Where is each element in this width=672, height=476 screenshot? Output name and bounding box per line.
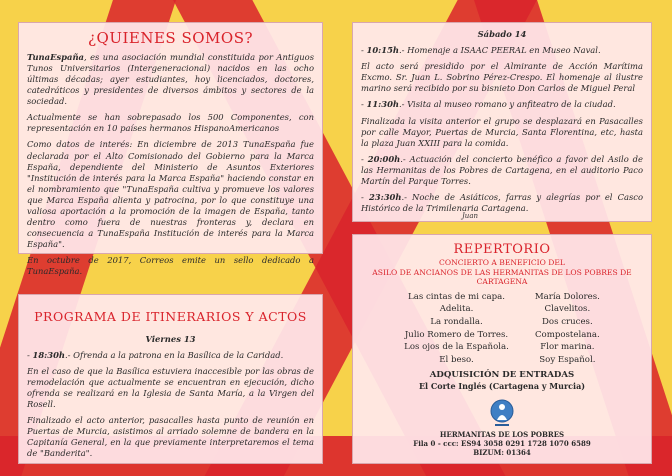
tunaespana-name: TunaEspaña	[27, 51, 84, 62]
signature: Juan	[462, 212, 478, 220]
event-text: .- Noche de Asiáticos, farras y alegrías por el Casco Histórico de la Trimilenaria Cartagena.	[361, 192, 643, 214]
event-item: - 23:30h.- Noche de Asiáticos, farras y alegrías por el Casco Histórico de la Trimilenaria Cartagena.	[361, 192, 643, 214]
concert-subtitle-line-2: ASILO DE ANCIANOS DE LAS HERMANITAS DE LOS POBRES DE CARTAGENA	[372, 267, 632, 287]
repertorio-title: REPERTORIO	[453, 242, 551, 257]
day-heading: Sábado 14	[477, 29, 527, 39]
event-time: 18:30h	[32, 349, 65, 360]
song-item: Adelita.	[439, 304, 474, 315]
event-item: - 10:15h.- Homenaje a ISAAC PEERAL en Museo Naval.	[361, 45, 601, 56]
bank-account: Fila 0 - ccc: ES94 3058 0291 1728 1070 6589	[413, 438, 591, 448]
programa-paragraph-3: Finalizado el acto anterior, pasacalles hasta punto de reunión en Puertas de Murcia, asistimos al arriado solemne de bandera en la Capitanía General, en la que previamente interpretaremos el tema de "Banderita".	[27, 415, 314, 459]
quienes-somos-panel	[18, 22, 323, 277]
event-item: - 11:30h.- Visita al museo romano y anfiteatro de la ciudad.	[361, 99, 616, 110]
quienes-paragraph-4: En octubre de 2017, Correos emite un sello dedicado a TunaEspaña.	[27, 255, 314, 277]
sabado-paragraph-2: Finalizada la visita anterior el grupo se desplazará en Pasacalles por calle Mayor, Puertas de Murcia, Santa Florentina, etc, hasta la plaza Juan XXIII para la comida.	[361, 115, 643, 148]
day-heading: Viernes 13	[145, 333, 196, 344]
song-item: Las cintas de mi capa.	[407, 291, 506, 302]
song-item: Flor marina.	[540, 342, 595, 353]
song-item: Clavelitos.	[544, 304, 591, 315]
event-time: 11:30h	[366, 99, 399, 110]
song-item: Los ojos de la Española.	[404, 342, 509, 353]
tickets-heading: ADQUISICIÓN DE ENTRADAS	[429, 369, 575, 380]
song-item: Soy Español.	[539, 355, 596, 366]
song-item: María Dolores.	[534, 291, 600, 302]
quienes-paragraph-3: Como datos de interés: En diciembre de 2013 TunaEspaña fue declarada por el Alto Comisionado del Gobierno para la Marca España, dependiente del Ministerio de Asuntos Exteriores "Institución de interés para la Marca España" haciendo constar en el nombramiento que "TunaEspaña cultiva y promueve los valores que Marca España alienta y patrocina, por lo que constituye una valiosa aportación a la promoción de la imagen de España, tanto dentro como fuera de nuestras fronteras y, declara en consecuencia a TunaEspaña Institución de interés para la Marca España".	[27, 139, 314, 250]
event-time: 10:15h	[366, 45, 399, 56]
event-text: .- Ofrenda a la patrona en la Basílica de la Caridad.	[65, 349, 284, 360]
sabado-paragraph-1: El acto será presidido por el Almirante de Acción Marítima Excmo. Sr. Juan L. Sobrino Pérez-Crespo. El homenaje al ilustre marino será recibido por su bisnieto Don Carlos de Miguel Peral	[361, 61, 643, 94]
quienes-paragraph-1	[27, 52, 314, 107]
tickets-location: El Corte Inglés (Cartagena y Murcia)	[418, 381, 586, 392]
event-time: 20:00h	[367, 153, 401, 164]
event-text: .- Visita al museo romano y anfiteatro de la ciudad.	[399, 99, 616, 110]
song-item: La rondalla.	[430, 317, 483, 328]
quienes-paragraph-2: Actualmente se han sobrepasado los 500 Componentes, con representación en 10 países hermanos HispanoAmericanos	[27, 112, 314, 134]
hermanitas-logo-icon	[489, 398, 515, 428]
programa-title: PROGRAMA DE ITINERARIOS Y ACTOS	[34, 309, 307, 324]
event-text: .- Homenaje a ISAAC PEERAL en Museo Naval.	[399, 45, 601, 56]
programa-panel	[18, 294, 323, 464]
quienes-text-1: , es una asociación mundial constituida por Antiguos Tunos Universitarios (Intergeneracional) nacidos en las ocho últimas décadas; ayer estudiantes, hoy licenciados, doctores, catedráticos y presidentes de diversos ámbitos y sectores de la sociedad.	[27, 51, 314, 107]
concert-subtitle-line-1: CONCIERTO A BENEFICIO DEL	[439, 258, 565, 268]
event-text: .- Actuación del concierto benéfico a favor del Asilo de las Hermanitas de los Pobres de Cartagena, en el auditorio Paco Martín del Parque Torres.	[361, 153, 644, 187]
event-time: 23:30h	[368, 192, 402, 203]
song-item: El beso.	[439, 355, 474, 366]
sabado-panel	[352, 22, 652, 222]
song-item: Compostelana.	[534, 329, 600, 340]
repertorio-panel	[352, 234, 652, 464]
song-column-left	[404, 291, 509, 367]
song-list	[361, 291, 643, 367]
event-item: - 18:30h.- Ofrenda a la patrona en la Basílica de la Caridad.	[27, 349, 284, 360]
concert-subtitle	[361, 258, 643, 286]
event-item: - 20:00h.- Actuación del concierto benéfico a favor del Asilo de las Hermanitas de los Pobres de Cartagena, en el auditorio Paco Martín del Parque Torres.	[361, 153, 644, 187]
organization-name: HERMANITAS DE LOS POBRES	[439, 429, 565, 439]
song-item: Julio Romero de Torres.	[404, 329, 509, 340]
song-item: Dos cruces.	[542, 317, 593, 328]
donation-info	[361, 430, 643, 457]
bizum-code: BIZUM: 01364	[473, 448, 531, 457]
song-column-right	[535, 291, 600, 367]
programa-paragraph-2: En el caso de que la Basílica estuviera inaccesible por las obras de remodelación que actualmente se encuentran en ejecución, dicho ofrenda se realizará en la Iglesia de Santa María, a la Virgen del Rosell.	[27, 365, 314, 409]
quienes-title: ¿QUIENES SOMOS?	[87, 29, 254, 47]
